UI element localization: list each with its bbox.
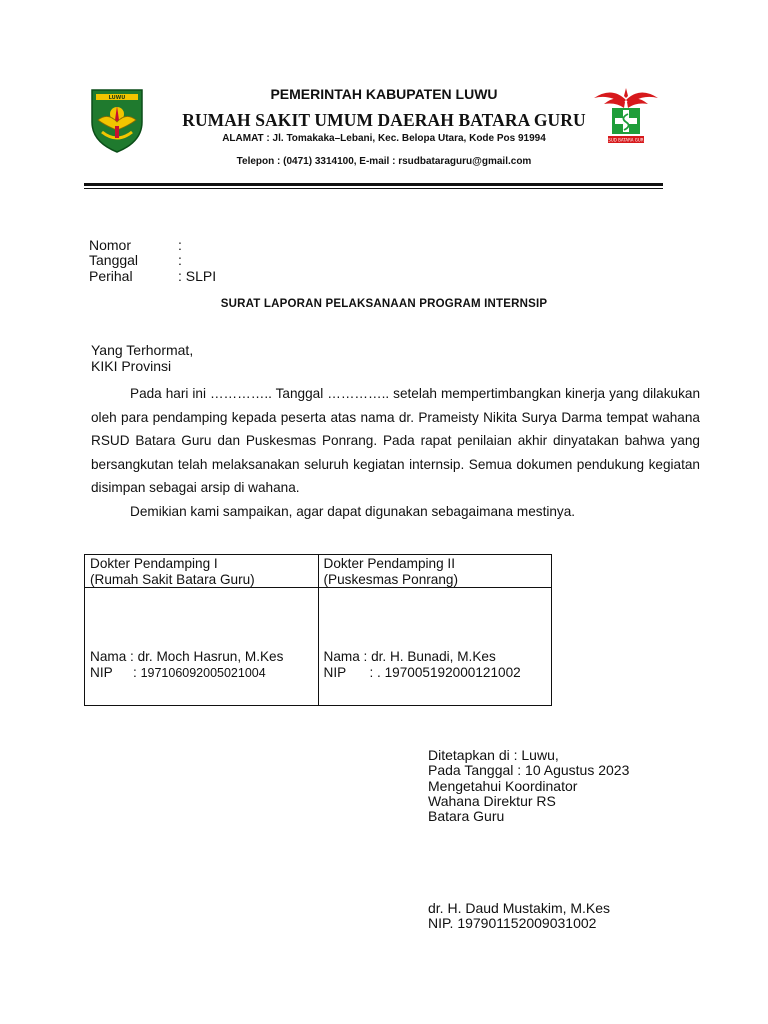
letterhead-rule-thin [84,188,663,189]
nip-label-1: NIP [90,664,113,680]
tanggal-label: Tanggal [89,252,139,268]
signature-role-2: Dokter Pendamping II [323,556,455,571]
nip-sep-1: : [133,664,137,680]
nip-sep-2: : . [369,664,381,680]
meta-perihal [89,268,216,284]
hospital-address: ALAMAT : Jl. Tomakaka–Lebani, Kec. Belopa Utara, Kode Pos 91994 [222,133,546,144]
signature-name-2: Nama : dr. H. Bunadi, M.Kes [323,649,496,664]
approval-line-3: Mengetahui Koordinator [428,777,578,794]
letter-body [91,382,700,524]
signer-name: dr. H. Daud Mustakim, M.Kes [428,900,611,916]
emblem-lettering: LUWU [108,95,126,101]
signature-header-1 [85,555,319,588]
nip-label-2: NIP [323,664,347,680]
approval-block [428,748,629,824]
signature-nip-1 [90,665,283,682]
body-paragraph-1: Pada hari ini ………….. Tanggal ………….. setelah mempertimbangkan kinerja yang dilakukan oleh para pendamping kepada peserta atas nama dr. Prameisty Nikita Surya Darma tempat wahana RSUD Batara Guru dan Puskesmas Ponrang. Pada rapat penilaian akhir dinyatakan bahwa yang bersangkutan telah melaksanakan seluruh kegiatan internsip. Semua dokumen pendukung kegiatan disimpan sebagai arsip di wahana. [91,386,700,496]
salutation-line-2: KIKI Provinsi [91,358,172,374]
signature-nip-2 [324,665,521,681]
perihal-value: : SLPI [178,268,217,284]
signer-nip: NIP. 197901152009031002 [428,915,597,932]
nip-value-2: 197005192000121002 [384,664,521,680]
perihal-label: Perihal [89,268,133,284]
signature-place-1: (Rumah Sakit Batara Guru) [90,571,255,587]
meta-tanggal [89,252,182,268]
approval-line-1: Ditetapkan di : Luwu, [428,747,559,763]
signature-name-1: Nama : dr. Moch Hasrun, M.Kes [90,649,284,664]
hospital-name: RUMAH SAKIT UMUM DAERAH BATARA GURU [182,110,586,130]
approval-line-2: Pada Tanggal : 10 Agustus 2023 [428,762,630,779]
approval-line-4: Wahana Direktur RS [428,792,556,809]
meta-nomor [89,237,182,253]
hospital-contact: Telepon : (0471) 3314100, E-mail : rsudbataraguru@gmail.com [236,156,532,167]
signature-place-2: (Puskesmas Ponrang) [323,571,458,587]
signer-block [428,901,610,932]
tanggal-value: : [178,252,182,268]
signature-cell-2 [318,588,552,706]
letterhead-rule-thick [84,183,663,186]
approval-line-5: Batara Guru [428,808,505,825]
logo-lettering: RSUD BATARA GURU [605,137,647,143]
document-title: SURAT LAPORAN PELAKSANAAN PROGRAM INTERNSIP [220,298,548,310]
salutation-line-1: Yang Terhormat, [91,342,194,358]
body-paragraph-2: Demikian kami sampaikan, agar dapat digunakan sebagaimana mestinya. [130,503,576,519]
signature-cell-1 [85,588,319,706]
salutation [91,342,193,374]
signature-table [84,554,552,706]
nip-value-1: 197106092005021004 [140,665,266,680]
signature-header-2 [318,555,552,588]
nomor-label: Nomor [89,237,132,253]
nomor-value: : [178,237,182,253]
government-heading: PEMERINTAH KABUPATEN LUWU [270,86,498,102]
signature-role-1: Dokter Pendamping I [90,556,218,571]
